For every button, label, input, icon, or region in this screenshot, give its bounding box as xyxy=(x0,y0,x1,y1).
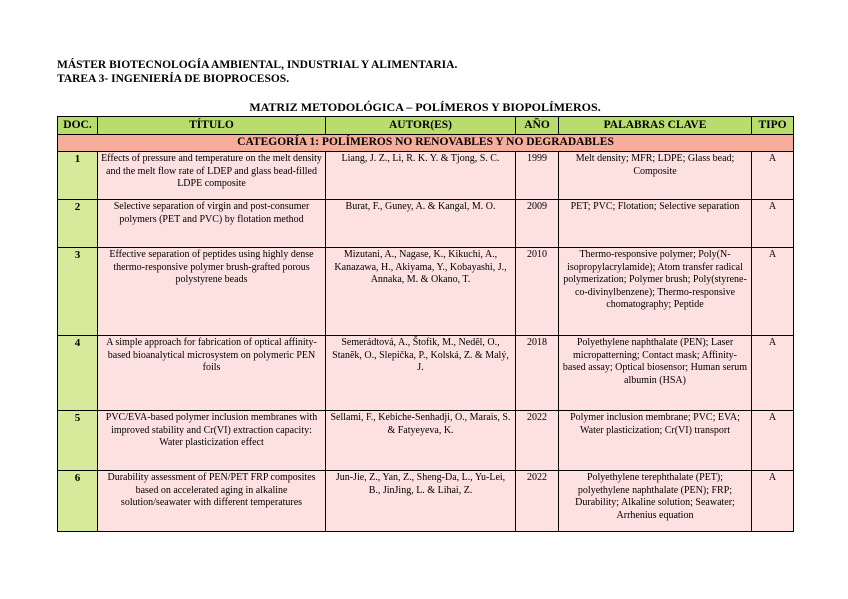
column-header-keywords: PALABRAS CLAVE xyxy=(559,117,752,135)
title-cell: Durability assessment of PEN/PET FRP composites based on accelerated aging in alkaline solution/seawater with different temperatures xyxy=(98,471,326,532)
type-cell: A xyxy=(752,411,794,471)
type-cell: A xyxy=(752,471,794,532)
authors-cell: Jun-Jie, Z., Yan, Z., Sheng-Da, L., Yu-Lei, B., JinJing, L. & Lihai, Z. xyxy=(326,471,516,532)
year-cell: 2022 xyxy=(516,471,559,532)
authors-cell: Burat, F., Guney, A. & Kangal, M. O. xyxy=(326,200,516,248)
column-header-doc: DOC. xyxy=(58,117,98,135)
table-row xyxy=(58,200,794,248)
task-title: TAREA 3- INGENIERÍA DE BIOPROCESOS. xyxy=(57,73,290,85)
table-title: MATRIZ METODOLÓGICA – POLÍMEROS Y BIOPOLÍMEROS. xyxy=(249,100,601,114)
doc-number: 3 xyxy=(58,248,98,336)
document-header xyxy=(57,58,457,86)
keywords-cell: Polyethylene terephthalate (PET); polyethylene naphthalate (PEN); FRP; Durability; Alkaline solution; Seawater; Arrhenius equation xyxy=(559,471,752,532)
table-row xyxy=(58,336,794,411)
type-cell: A xyxy=(752,248,794,336)
doc-number: 4 xyxy=(58,336,98,411)
master-title: MÁSTER BIOTECNOLOGÍA AMBIENTAL, INDUSTRIAL Y ALIMENTARIA. xyxy=(57,59,458,71)
title-cell: Selective separation of virgin and post-consumer polymers (PET and PVC) by flotation method xyxy=(98,200,326,248)
authors-cell: Semerádtová, A., Štofik, M., Nedĕl, O., Stanĕk, O., Slepička, P., Kolská, Z. & Malý, J. xyxy=(326,336,516,411)
doc-number: 6 xyxy=(58,471,98,532)
doc-number: 1 xyxy=(58,152,98,200)
title-cell: PVC/EVA-based polymer inclusion membranes with improved stability and Cr(VI) extraction capacity: Water plasticization effect xyxy=(98,411,326,471)
authors-cell: Liang, J. Z., Li, R. K. Y. & Tjong, S. C. xyxy=(326,152,516,200)
year-cell: 2022 xyxy=(516,411,559,471)
category-label: CATEGORÍA 1: POLÍMEROS NO RENOVABLES Y NO DEGRADABLES xyxy=(58,135,794,152)
doc-number: 5 xyxy=(58,411,98,471)
column-header-authors: AUTOR(ES) xyxy=(326,117,516,135)
table-row xyxy=(58,471,794,532)
doc-number: 2 xyxy=(58,200,98,248)
table-row xyxy=(58,411,794,471)
keywords-cell: Thermo-responsive polymer; Poly(N-isopropylacrylamide); Atom transfer radical polymerization; Polymer brush; Poly(styrene-co-divinylbenzene); Thermo-responsive chomatography; Peptide xyxy=(559,248,752,336)
authors-cell: Sellami, F., Kebiche-Senhadji, O., Marais, S. & Fatyeyeva, K. xyxy=(326,411,516,471)
methodology-matrix-table xyxy=(57,116,794,532)
category-row xyxy=(58,135,794,152)
type-cell: A xyxy=(752,152,794,200)
table-header-row xyxy=(58,117,794,135)
title-cell: Effective separation of peptides using highly dense thermo-responsive polymer brush-grafted porous polystyrene beads xyxy=(98,248,326,336)
year-cell: 1999 xyxy=(516,152,559,200)
type-cell: A xyxy=(752,336,794,411)
authors-cell: Mizutani, A., Nagase, K., Kikuchi, A., Kanazawa, H., Akiyama, Y., Kobayashi, J., Annaka, M. & Okano, T. xyxy=(326,248,516,336)
type-cell: A xyxy=(752,200,794,248)
year-cell: 2010 xyxy=(516,248,559,336)
column-header-type: TIPO xyxy=(752,117,794,135)
keywords-cell: Polyethylene naphthalate (PEN); Laser micropatterning; Contact mask; Affinity-based assay; Optical biosensor; Human serum albumin (HSA) xyxy=(559,336,752,411)
title-cell: A simple approach for fabrication of optical affinity-based bioanalytical microsystem on polymeric PEN foils xyxy=(98,336,326,411)
column-header-year: AÑO xyxy=(516,117,559,135)
column-header-title: TÍTULO xyxy=(98,117,326,135)
table-row xyxy=(58,248,794,336)
keywords-cell: Melt density; MFR; LDPE; Glass bead; Composite xyxy=(559,152,752,200)
title-cell: Effects of pressure and temperature on the melt density and the melt flow rate of LDEP and glass bead-filled LDPE composite xyxy=(98,152,326,200)
year-cell: 2018 xyxy=(516,336,559,411)
table-row xyxy=(58,152,794,200)
year-cell: 2009 xyxy=(516,200,559,248)
keywords-cell: PET; PVC; Flotation; Selective separation xyxy=(559,200,752,248)
keywords-cell: Polymer inclusion membrane; PVC; EVA; Water plasticization; Cr(VI) transport xyxy=(559,411,752,471)
